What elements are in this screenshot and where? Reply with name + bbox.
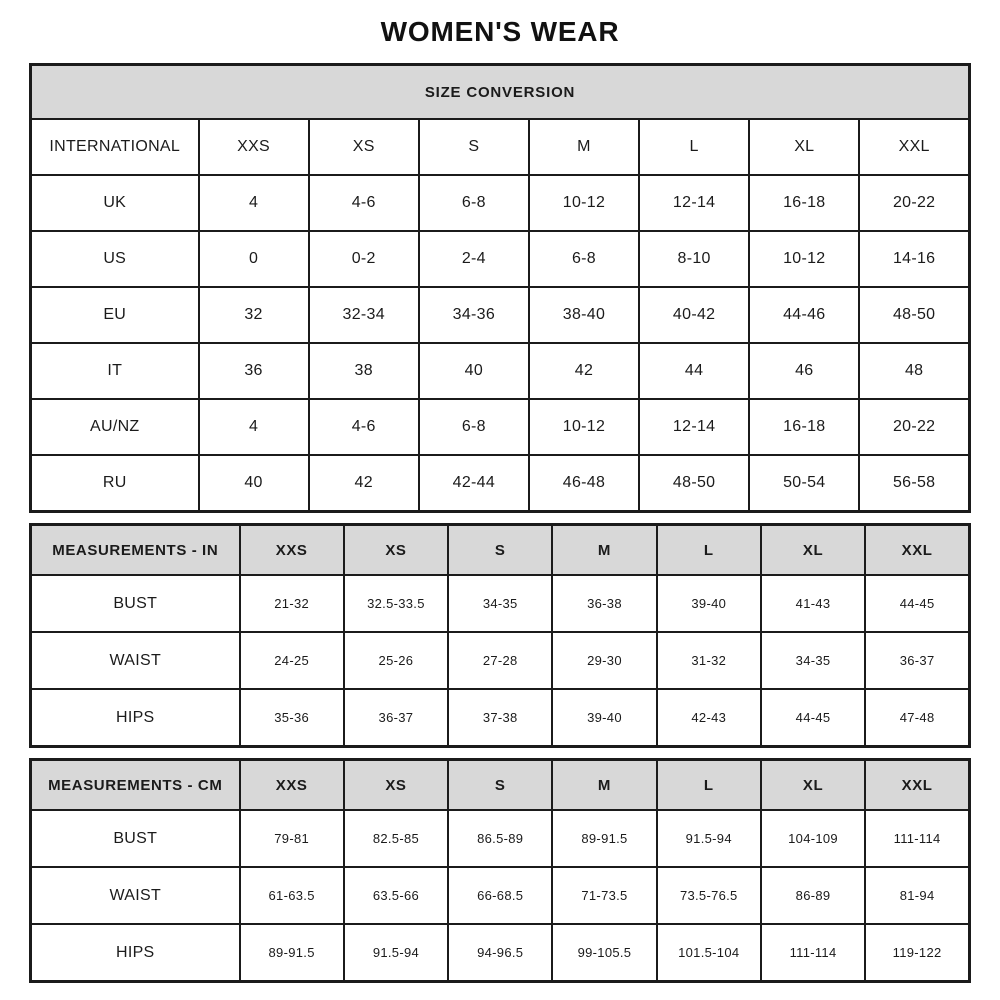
size-cell: 16-18 [749, 175, 859, 231]
measurement-cell: 21-32 [240, 575, 344, 632]
measurement-cell: 44-45 [865, 575, 969, 632]
measurement-cell: 119-122 [865, 924, 969, 982]
size-cell: 48 [859, 343, 969, 399]
size-cell: 4 [199, 175, 309, 231]
size-cell: 4 [199, 399, 309, 455]
table-row [31, 343, 970, 399]
size-cell: 6-8 [419, 399, 529, 455]
col-header: M [529, 119, 639, 175]
row-label: IT [31, 343, 199, 399]
size-cell: 42 [309, 455, 419, 512]
measurement-cell: 111-114 [865, 810, 969, 867]
table-row [31, 575, 970, 632]
measurement-cell: 37-38 [448, 689, 552, 747]
col-header: XXL [865, 760, 969, 811]
table-row [31, 399, 970, 455]
table-row [31, 455, 970, 512]
size-cell: 6-8 [529, 231, 639, 287]
measurement-cell: 39-40 [552, 689, 656, 747]
measurement-cell: 101.5-104 [657, 924, 761, 982]
col-header: XXS [240, 525, 344, 576]
col-header: XXL [865, 525, 969, 576]
size-cell: 10-12 [529, 399, 639, 455]
size-cell: 46-48 [529, 455, 639, 512]
size-cell: 42-44 [419, 455, 529, 512]
table-row [31, 924, 970, 982]
measurement-cell: 32.5-33.5 [344, 575, 448, 632]
size-cell: 6-8 [419, 175, 529, 231]
col-header: XS [309, 119, 419, 175]
row-label: US [31, 231, 199, 287]
size-cell: 48-50 [859, 287, 969, 343]
col-header: S [448, 525, 552, 576]
size-cell: 32-34 [309, 287, 419, 343]
measurement-cell: 82.5-85 [344, 810, 448, 867]
size-cell: 32 [199, 287, 309, 343]
col-header: XL [749, 119, 859, 175]
measurement-cell: 99-105.5 [552, 924, 656, 982]
table-row [31, 287, 970, 343]
measurement-cell: 34-35 [448, 575, 552, 632]
measurement-cell: 31-32 [657, 632, 761, 689]
measurements-cm-header-row [31, 760, 970, 811]
col-header: M [552, 760, 656, 811]
col-header: M [552, 525, 656, 576]
col-header: XS [344, 525, 448, 576]
table-title: MEASUREMENTS - IN [31, 525, 240, 576]
page-title: WOMEN'S WEAR [380, 16, 620, 47]
table-row [31, 632, 970, 689]
col-header: XXS [199, 119, 309, 175]
measurements-in-table [29, 523, 971, 748]
size-cell: 14-16 [859, 231, 969, 287]
measurement-cell: 24-25 [240, 632, 344, 689]
row-label: AU/NZ [31, 399, 199, 455]
measurements-in-header-row [31, 525, 970, 576]
size-cell: 44-46 [749, 287, 859, 343]
measurement-cell: 44-45 [761, 689, 865, 747]
size-cell: 2-4 [419, 231, 529, 287]
measurement-cell: 36-37 [865, 632, 969, 689]
size-cell: 40 [199, 455, 309, 512]
col-header: L [657, 760, 761, 811]
row-label: WAIST [31, 632, 240, 689]
table-row [31, 689, 970, 747]
size-conversion-banner-row [31, 65, 970, 120]
size-guide-page [29, 0, 971, 983]
size-cell: 48-50 [639, 455, 749, 512]
measurement-cell: 61-63.5 [240, 867, 344, 924]
measurement-cell: 27-28 [448, 632, 552, 689]
col-header: XL [761, 525, 865, 576]
size-cell: 12-14 [639, 399, 749, 455]
row-label: BUST [31, 575, 240, 632]
size-cell: 46 [749, 343, 859, 399]
measurement-cell: 79-81 [240, 810, 344, 867]
measurement-cell: 47-48 [865, 689, 969, 747]
col-header: L [657, 525, 761, 576]
size-cell: 0-2 [309, 231, 419, 287]
size-cell: 4-6 [309, 399, 419, 455]
size-cell: 12-14 [639, 175, 749, 231]
measurement-cell: 41-43 [761, 575, 865, 632]
table-title: SIZE CONVERSION [31, 65, 970, 120]
col-header: XXL [859, 119, 969, 175]
measurement-cell: 36-38 [552, 575, 656, 632]
row-label: BUST [31, 810, 240, 867]
size-conversion-table [29, 63, 971, 513]
measurement-cell: 91.5-94 [344, 924, 448, 982]
measurement-cell: 94-96.5 [448, 924, 552, 982]
size-cell: 38-40 [529, 287, 639, 343]
size-cell: 8-10 [639, 231, 749, 287]
measurement-cell: 36-37 [344, 689, 448, 747]
measurement-cell: 73.5-76.5 [657, 867, 761, 924]
measurement-cell: 86-89 [761, 867, 865, 924]
size-cell: 20-22 [859, 175, 969, 231]
measurements-cm-table [29, 758, 971, 983]
col-header: S [448, 760, 552, 811]
measurement-cell: 89-91.5 [240, 924, 344, 982]
size-cell: 50-54 [749, 455, 859, 512]
col-header: XXS [240, 760, 344, 811]
size-cell: 34-36 [419, 287, 529, 343]
size-cell: 0 [199, 231, 309, 287]
measurement-cell: 104-109 [761, 810, 865, 867]
table-row [31, 175, 970, 231]
size-cell: 40 [419, 343, 529, 399]
measurement-cell: 29-30 [552, 632, 656, 689]
size-cell: 4-6 [309, 175, 419, 231]
row-label: EU [31, 287, 199, 343]
measurement-cell: 91.5-94 [657, 810, 761, 867]
row-label: UK [31, 175, 199, 231]
size-cell: 10-12 [529, 175, 639, 231]
measurement-cell: 111-114 [761, 924, 865, 982]
col-header: S [419, 119, 529, 175]
size-cell: 10-12 [749, 231, 859, 287]
col-header: XS [344, 760, 448, 811]
size-cell: 56-58 [859, 455, 969, 512]
measurement-cell: 66-68.5 [448, 867, 552, 924]
size-cell: 16-18 [749, 399, 859, 455]
col-header: XL [761, 760, 865, 811]
size-cell: 44 [639, 343, 749, 399]
size-cell: 42 [529, 343, 639, 399]
measurement-cell: 34-35 [761, 632, 865, 689]
size-cell: 20-22 [859, 399, 969, 455]
measurement-cell: 35-36 [240, 689, 344, 747]
size-cell: 38 [309, 343, 419, 399]
table-row [31, 231, 970, 287]
col-header: INTERNATIONAL [31, 119, 199, 175]
row-label: HIPS [31, 689, 240, 747]
measurement-cell: 71-73.5 [552, 867, 656, 924]
table-row [31, 810, 970, 867]
measurement-cell: 25-26 [344, 632, 448, 689]
measurement-cell: 86.5-89 [448, 810, 552, 867]
measurement-cell: 89-91.5 [552, 810, 656, 867]
measurement-cell: 63.5-66 [344, 867, 448, 924]
size-conversion-header-row [31, 119, 970, 175]
measurement-cell: 81-94 [865, 867, 969, 924]
table-row [31, 867, 970, 924]
row-label: RU [31, 455, 199, 512]
row-label: WAIST [31, 867, 240, 924]
table-title: MEASUREMENTS - CM [31, 760, 240, 811]
col-header: L [639, 119, 749, 175]
measurement-cell: 39-40 [657, 575, 761, 632]
measurement-cell: 42-43 [657, 689, 761, 747]
row-label: HIPS [31, 924, 240, 982]
size-cell: 40-42 [639, 287, 749, 343]
size-cell: 36 [199, 343, 309, 399]
